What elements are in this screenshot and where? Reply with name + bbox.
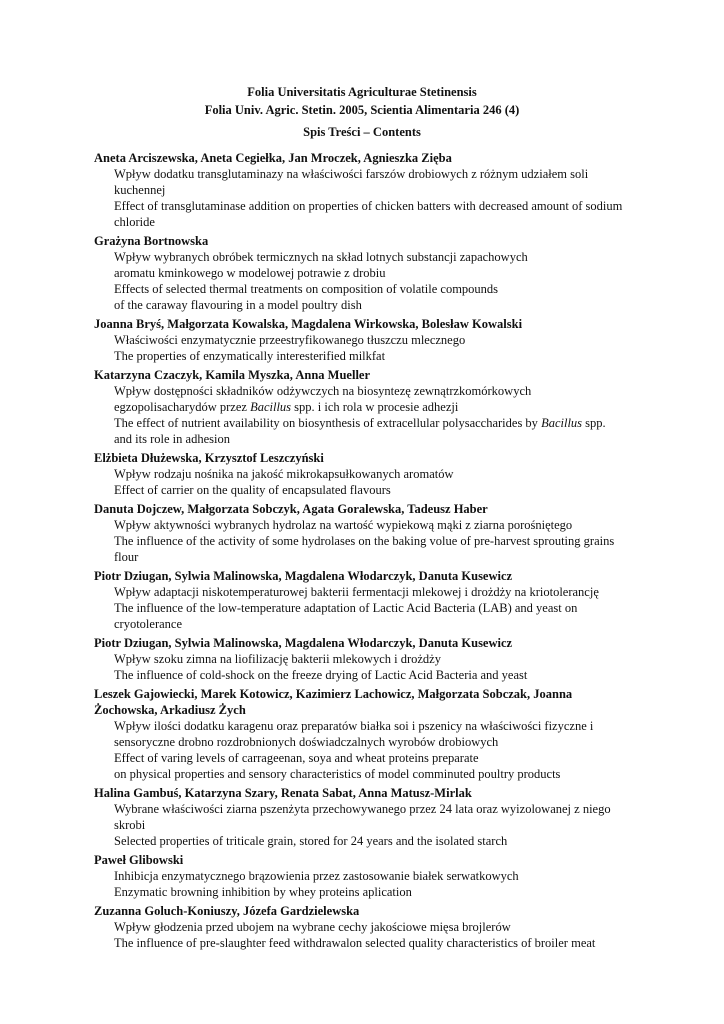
entry-title-line: and its role in adhesion <box>114 432 230 446</box>
entry-authors: Zuzanna Goluch-Koniuszy, Józefa Gardzielewska <box>94 904 360 918</box>
toc-entries <box>94 150 654 954</box>
journal-citation: Folia Univ. Agric. Stetin. 2005, Scientia Alimentaria 246 (4) <box>204 103 520 117</box>
entry-title-line: cryotolerance <box>114 617 183 631</box>
entry-title-line: The influence of cold-shock on the freeze drying of Lactic Acid Bacteria and yeast <box>114 668 528 682</box>
entry-title-line: sensoryczne drobno rozdrobnionych doświadczalnych wyrobów drobiowych <box>114 735 499 749</box>
entry-title-line: skrobi <box>114 818 146 832</box>
entry-title-line: Wpływ wybranych obróbek termicznych na skład lotnych substancji zapachowych <box>114 250 528 264</box>
entry-title-line: Selected properties of triticale grain, stored for 24 years and the isolated starch <box>114 834 508 848</box>
entry-authors: Joanna Bryś, Małgorzata Kowalska, Magdalena Wirkowska, Bolesław Kowalski <box>94 317 523 331</box>
entry-title-line: on physical properties and sensory characteristics of model comminuted poultry products <box>114 767 561 781</box>
toc-entry <box>94 150 654 230</box>
genus-name: Bacillus <box>250 400 292 414</box>
entry-authors: Leszek Gajowiecki, Marek Kotowicz, Kazimierz Lachowicz, Małgorzata Sobczak, Joanna <box>94 687 573 701</box>
entry-authors: Danuta Dojczew, Małgorzata Sobczyk, Agata Goralewska, Tadeusz Haber <box>94 502 488 516</box>
toc-entry <box>94 568 654 632</box>
entry-title-line: The properties of enzymatically interesterified milkfat <box>114 349 386 363</box>
entry-title-line: Wpływ rodzaju nośnika na jakość mikrokapsułkowanych aromatów <box>114 467 454 481</box>
entry-title-line: The influence of the activity of some hydrolases on the baking volue of pre-harvest sprouting grains <box>114 534 615 548</box>
toc-entry <box>94 903 654 951</box>
genus-name: Bacillus <box>541 416 583 430</box>
journal-title: Folia Universitatis Agriculturae Stetinensis <box>247 85 477 99</box>
entry-authors: Paweł Glibowski <box>94 853 184 867</box>
entry-authors: Żochowska, Arkadiusz Żych <box>94 703 246 717</box>
entry-title-line: Wpływ adaptacji niskotemperaturowej bakterii fermentacji mlekowej i drożdży na kriotolerancję <box>114 585 599 599</box>
toc-entry <box>94 233 654 313</box>
entry-title-line: Wpływ ilości dodatku karagenu oraz preparatów białka soi i pszenicy na właściwości fizyczne i <box>114 719 594 733</box>
entry-authors: Halina Gambuś, Katarzyna Szary, Renata Sabat, Anna Matusz-Mirlak <box>94 786 472 800</box>
entry-title-line: of the caraway flavouring in a model poultry dish <box>114 298 362 312</box>
entry-authors: Grażyna Bortnowska <box>94 234 209 248</box>
entry-title-line: The influence of the low-temperature adaptation of Lactic Acid Bacteria (LAB) and yeast on <box>114 601 578 615</box>
entry-title-line: Wpływ głodzenia przed ubojem na wybrane cechy jakościowe mięsa brojlerów <box>114 920 511 934</box>
entry-title-line: Inhibicja enzymatycznego brązowienia przez zastosowanie białek serwatkowych <box>114 869 519 883</box>
entry-authors: Piotr Dziugan, Sylwia Malinowska, Magdalena Włodarczyk, Danuta Kusewicz <box>94 636 513 650</box>
entry-title-line: aromatu kminkowego w modelowej potrawie z drobiu <box>114 266 386 280</box>
entry-title-line: kuchennej <box>114 183 166 197</box>
toc-entry <box>94 635 654 683</box>
entry-authors: Elżbieta Dłużewska, Krzysztof Leszczyński <box>94 451 324 465</box>
toc-entry <box>94 852 654 900</box>
toc-entry <box>94 785 654 849</box>
entry-authors: Aneta Arciszewska, Aneta Cegiełka, Jan Mroczek, Agnieszka Zięba <box>94 151 452 165</box>
toc-entry <box>94 316 654 364</box>
entry-title-line: Effect of varing levels of carrageenan, soya and wheat proteins preparate <box>114 751 479 765</box>
entry-title-line: Effects of selected thermal treatments on composition of volatile compounds <box>114 282 499 296</box>
entry-title-line: Wpływ dodatku transglutaminazy na właściwości farszów drobiowych z różnym udziałem soli <box>114 167 589 181</box>
entry-title-line: The effect of nutrient availability on biosynthesis of extracellular polysaccharides by Bacillus spp. <box>114 416 606 430</box>
entry-title-line: Effect of carrier on the quality of encapsulated flavours <box>114 483 391 497</box>
entry-authors: Katarzyna Czaczyk, Kamila Myszka, Anna Mueller <box>94 368 371 382</box>
entry-authors: Piotr Dziugan, Sylwia Malinowska, Magdalena Włodarczyk, Danuta Kusewicz <box>94 569 513 583</box>
toc-title: Spis Treści – Contents <box>303 125 421 139</box>
entry-title-line: The influence of pre-slaughter feed withdrawalon selected quality characteristics of broiler meat <box>114 936 596 950</box>
entry-title-line: Wpływ dostępności składników odżywczych na biosyntezę zewnątrzkomórkowych <box>114 384 532 398</box>
entry-title-line: chloride <box>114 215 155 229</box>
entry-title-line: Enzymatic browning inhibition by whey proteins aplication <box>114 885 412 899</box>
entry-title-line: flour <box>114 550 139 564</box>
entry-title-line: Właściwości enzymatycznie przeestryfikowanego tłuszczu mlecznego <box>114 333 466 347</box>
entry-title-line: egzopolisacharydów przez Bacillus spp. i ich rola w procesie adhezji <box>114 400 459 414</box>
toc-entry <box>94 450 654 498</box>
toc-entry <box>94 686 654 782</box>
entry-title-line: Wpływ aktywności wybranych hydrolaz na wartość wypiekową mąki z ziarna porośniętego <box>114 518 573 532</box>
entry-title-line: Wpływ szoku zimna na liofilizację bakterii mlekowych i drożdży <box>114 652 441 666</box>
entry-title-line: Effect of transglutaminase addition on properties of chicken batters with decreased amount of sodium <box>114 199 623 213</box>
toc-entry <box>94 367 654 447</box>
toc-entry <box>94 501 654 565</box>
entry-title-line: Wybrane właściwości ziarna pszenżyta przechowywanego przez 24 lata oraz wyizolowanej z niego <box>114 802 611 816</box>
